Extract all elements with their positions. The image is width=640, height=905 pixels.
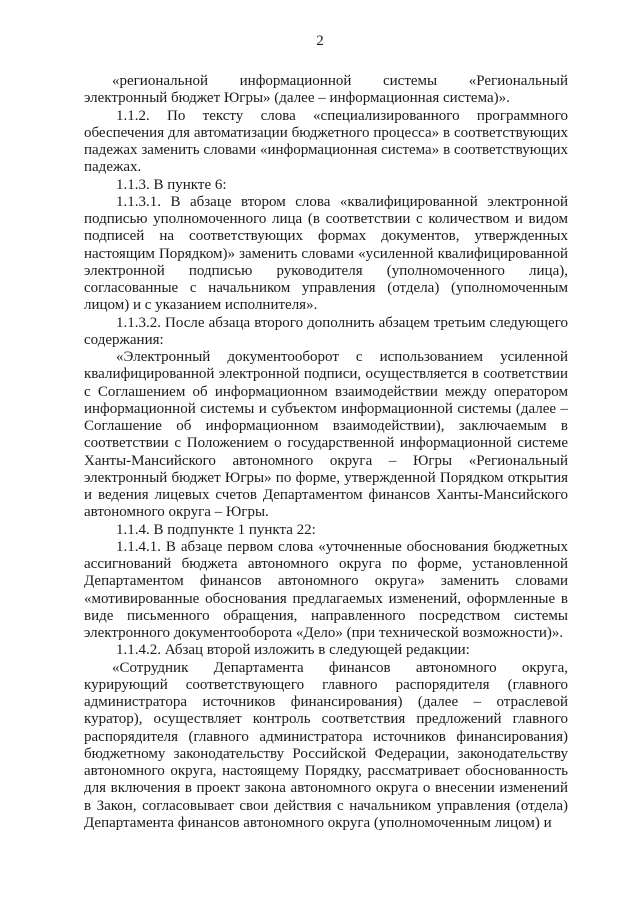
page-number: 2	[316, 33, 324, 49]
paragraph-1-1-3-1: 1.1.3.1. В абзаце втором слова «квалифицированной электронной подписью уполномоченного лица (в соответствии с количеством и видом подписей на соответствующих формах документов, утвержденных настоящим Порядком)» заменить словами «усиленной квалифицированной электронной подписью руководителя (уполномоченного лица), согласованные с начальником управления (отдела) (уполномоченным лицом) и с указанием исполнителя».	[84, 193, 568, 314]
paragraph-1-1-4-1: 1.1.4.1. В абзаце первом слова «уточненные обоснования бюджетных ассигнований бюджета автономного округа по форме, установленной Департаментом финансов автономного округа» заменить словами «мотивированные обоснования предлагаемых изменений, оформленные в виде письменного обращения, направленного посредством системы электронного документооборота «Дело» (при технической возможности)».	[84, 538, 568, 641]
paragraph-1-1-2: 1.1.2. По тексту слова «специализированного программного обеспечения для автоматизации бюджетного процесса» в соответствующих падежах заменить словами «информационная система» в соответствующих падежах.	[84, 107, 568, 176]
paragraph-1-1-3-2: 1.1.3.2. После абзаца второго дополнить абзацем третьим следующего содержания:	[84, 314, 568, 348]
paragraph-1-1-3: 1.1.3. В пункте 6:	[116, 176, 227, 193]
paragraph-regional-system: «региональной информационной системы «Региональный электронный бюджет Югры» (далее – информационная система)».	[84, 73, 568, 107]
paragraph-1-1-4: 1.1.4. В подпункте 1 пункта 22:	[116, 521, 316, 538]
document-body	[84, 73, 568, 832]
paragraph-quoted-edo: «Электронный документооборот с использованием усиленной квалифицированной электронной подписи, осуществляется в соответствии с Соглашением об информационном взаимодействии между оператором информационной системы и субъектом информационной системы (далее – Соглашение об информационном взаимодействии), заключаемым в соответствии с Положением о государственной информационной системе Ханты-Мансийского автономного округа – Югры «Региональный электронный бюджет Югры» по форме, утвержденной Порядком открытия и ведения лицевых счетов Департаментом финансов Ханты-Мансийского автономного округа – Югры.	[84, 349, 568, 521]
paragraph-1-1-4-2: 1.1.4.2. Абзац второй изложить в следующей редакции:	[116, 642, 470, 659]
paragraph-quoted-curator: «Сотрудник Департамента финансов автономного округа, курирующий соответствующего главного распорядителя (главного администратора источников финансирования) (далее – отраслевой куратор), осуществляет контроль соответствия предложений главного распорядителя (главного администратора источников финансирования) бюджетному законодательству Российской Федерации, законодательству автономного округа, настоящему Порядку, рассматривает обоснованность для включения в проект закона автономного округа о внесении изменений в Закон, согласовывает свои действия с начальником управления (отдела) Департамента финансов автономного округа (уполномоченным лицом) и	[84, 659, 568, 831]
